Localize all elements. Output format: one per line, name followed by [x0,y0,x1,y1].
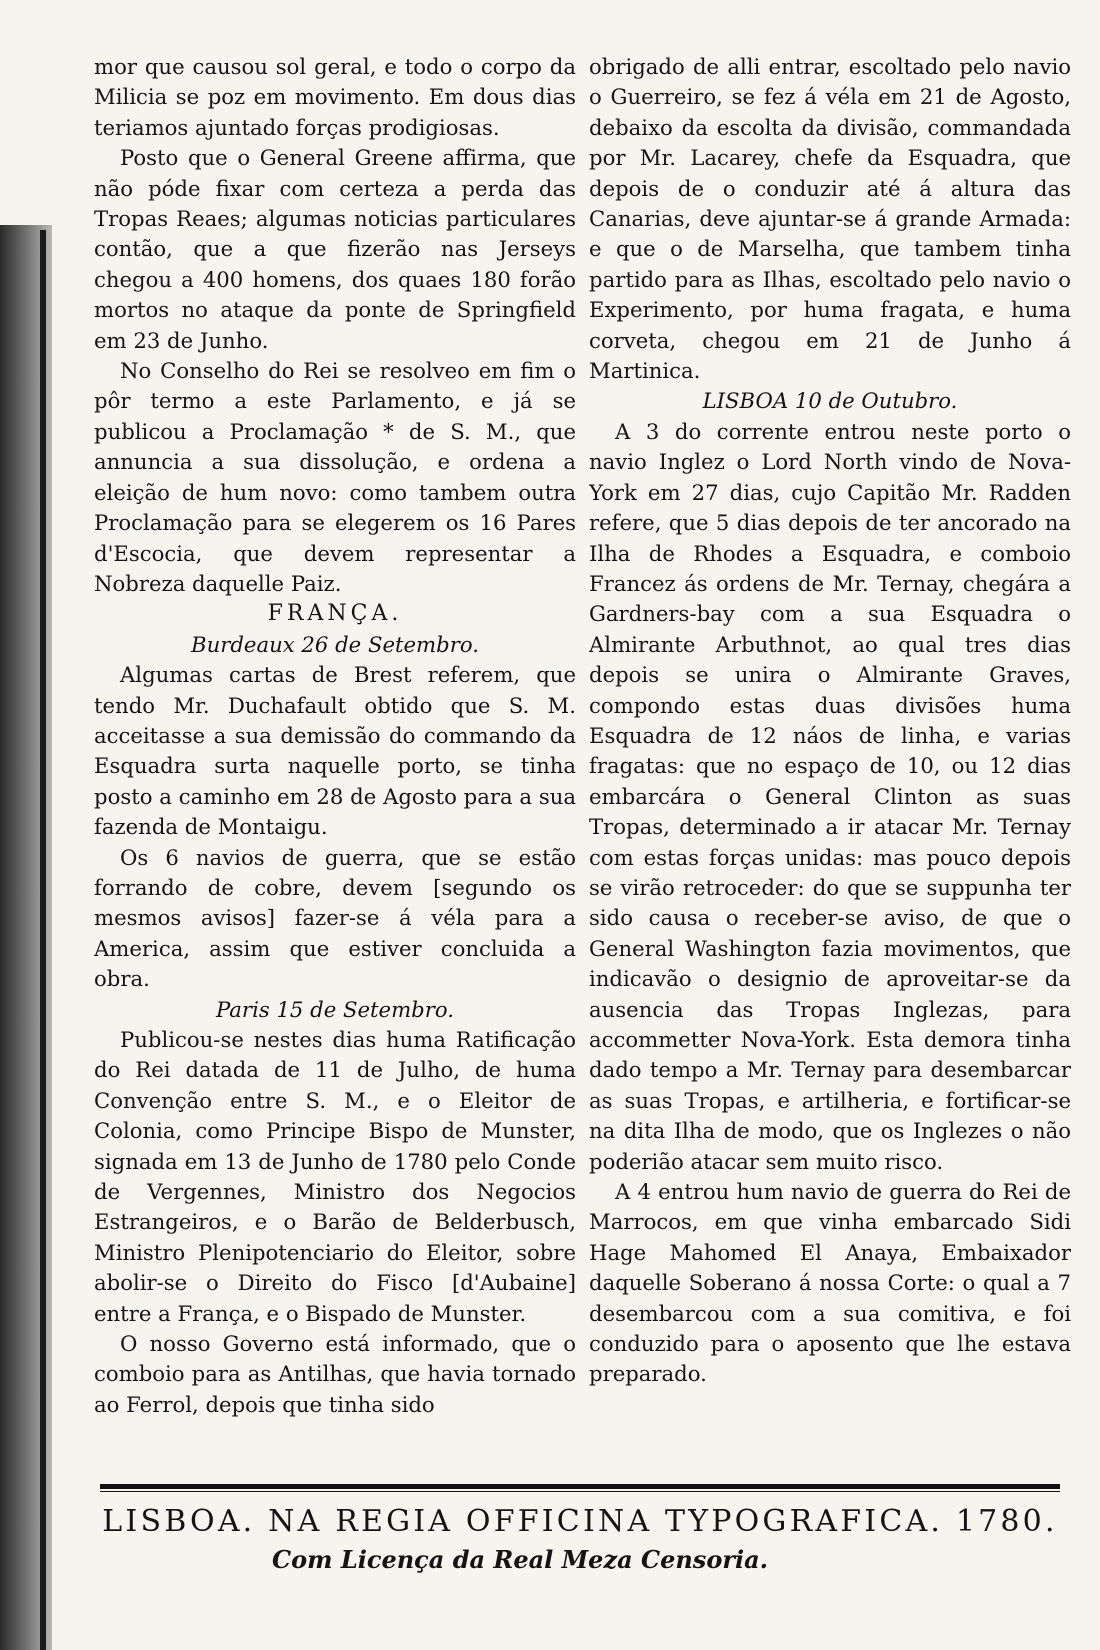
footer-rule-thin [100,1491,1060,1492]
news-paragraph: A 3 do corrente entrou neste porto o navio Inglez o Lord North vindo de Nova-York em 27 dias, cujo Capitão Mr. Radden refere, que 5 dias depois de ter ancorado na Ilha de Rhodes a Esquadra, e comboio Francez ás ordens de Mr. Ternay, chegára a Gardners-bay com a sua Esquadra o Almirante Arbuthnot, ao qual tres dias depois se unira o Almirante Graves, compondo estas duas divisões huma Esquadra de 12 náos de linha, e varias fragatas: que no espaço de 10, ou 12 dias embarcára o General Clinton as suas Tropas, determinado a ir atacar Mr. Ternay com estas forças unidas: mas pouco depois se virão retroceder: do que se suppunha ter sido causa o receber-se aviso, de que o General Washington fazia movimentos, que indicavão o designio de aproveitar-se da ausencia das Tropas Inglezas, para accommetter Nova-York. Esta demora tinha dado tempo a Mr. Ternay para desembarcar as suas Tropas, e artilheria, e fortificar-se na dita Ilha de modo, que os Inglezes o não poderião atacar sem muito risco. [589,418,1071,1174]
news-paragraph: obrigado de alli entrar, escoltado pelo navio o Guerreiro, se fez á véla em 21 de Agosto, debaixo da escolta da divisão, commandada por Mr. Lacarey, chefe da Esquadra, que depois de o conduzir até á altura das Canarias, deve ajuntar-se á grande Armada: e que o de Marselha, que tambem tinha partido para as Ilhas, escoltado pelo navio o Experimento, por huma fragata, e huma corveta, chegou em 21 de Junho á Martinica. [589,54,1071,384]
left-column [94,52,576,1442]
gazette-page [84,52,1074,1442]
dateline: LISBOA 10 de Outubro. [702,388,958,414]
license-line: Com Licença da Real Meza Censoria. [271,1545,768,1574]
scan-binding-shadow [40,230,46,1650]
dateline: Paris 15 de Setembro. [216,996,454,1022]
news-paragraph: Algumas cartas de Brest referem, que tendo Mr. Duchafault obtido que S. M. acceitasse a sua demissão do commando da Esquadra surta naquelle porto, se tinha posto a caminho em 28 de Agosto para a sua fazenda de Montaigu. [94,662,576,840]
news-paragraph: Publicou-se nestes dias huma Ratificação do Rei datada de 11 de Julho, de huma Convenção entre S. M., e o Eleitor de Colonia, como Principe Bispo de Munster, signada em 13 de Junho de 1780 pelo Conde de Vergennes, Ministro dos Negocios Estrangeiros, e o Barão de Belderbusch, Ministro Plenipotenciario do Eleitor, sobre abolir-se o Direito do Fisco [d'Aubaine] entre a França, e o Bispado de Munster. [94,1027,576,1326]
news-paragraph: mor que causou sol geral, e todo o corpo da Milicia se poz em movimento. Em dous dias teriamos ajuntado forças prodigiosas. [94,54,576,140]
dateline: Burdeaux 26 de Setembro. [191,631,479,657]
news-paragraph: No Conselho do Rei se resolveo em fim o pôr termo a este Parlamento, e já se publicou a Proclamação * de S. M., que annuncia a sua dissolução, e ordena a eleição de hum novo: como tambem outra Proclamação para se elegerem os 16 Pares d'Escocia, que devem representar a Nobreza daquelle Paiz. [94,358,576,596]
news-paragraph: O nosso Governo está informado, que o comboio para as Antilhas, que havia tornado ao Ferrol, depois que tinha sido [94,1331,576,1417]
news-paragraph: Os 6 navios de guerra, que se estão forrando de cobre, devem [segundo os mesmos avisos] fazer-se á véla para a America, assim que estiver concluida a obra. [94,844,576,992]
news-paragraph: A 4 entrou hum navio de guerra do Rei de Marrocos, em que vinha embarcado Sidi Hage Mahomed El Anaya, Embaixador daquelle Soberano á nossa Corte: o qual a 7 desembarcou com a sua comitiva, e foi conduzido para o aposento que lhe estava preparado. [589,1179,1071,1387]
right-column [589,52,1071,1442]
section-heading: FRANÇA. [267,601,403,627]
page-footer [100,1484,1080,1574]
footer-rule [100,1484,1060,1489]
printer-imprint: LISBOA. NA REGIA OFFICINA TYPOGRAFICA. 1780. [102,1504,1058,1539]
news-paragraph: Posto que o General Greene affirma, que não póde fixar com certeza a perda das Tropas Reaes; algumas noticias particulares contão, que a que fizerão nas Jerseys chegou a 400 homens, dos quaes 180 forão mortos no ataque da ponte de Springfield em 23 de Junho. [94,145,576,353]
